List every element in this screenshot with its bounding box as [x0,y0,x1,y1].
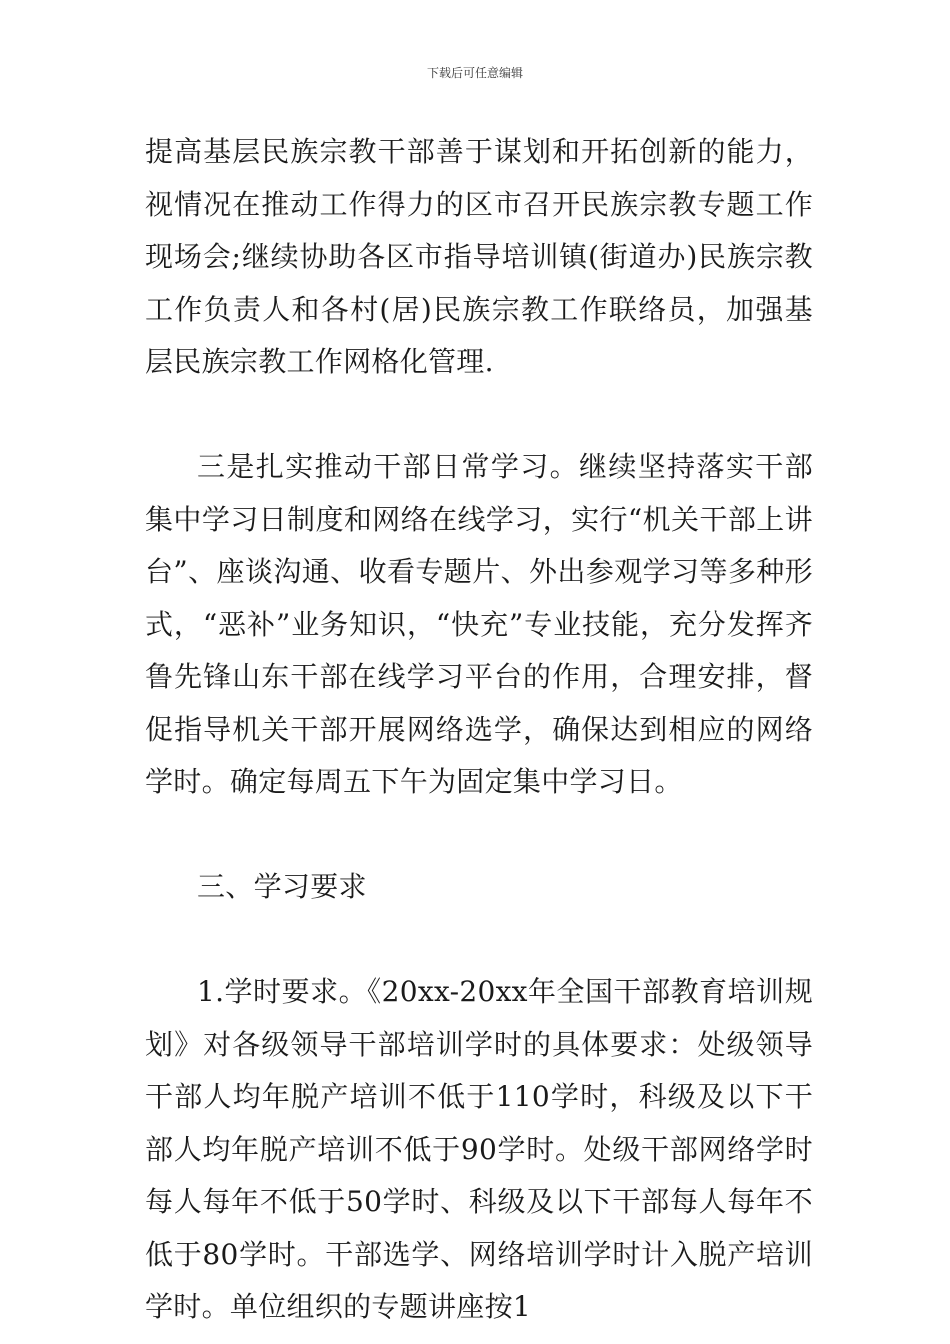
paragraph-gap [145,914,813,967]
paragraph-daily-study: 三是扎实推动干部日常学习。继续坚持落实干部集中学习日制度和网络在线学习，实行“机关干部上讲台”、座谈沟通、收看专题片、外出参观学习等多种形式，“恶补”业务知识，“快充”专业技能，充分发挥齐鲁先锋山东干部在线学习平台的作用，合理安排，督促指导机关干部开展网络选学，确保达到相应的网络学时。确定每周五下午为固定集中学习日。 [145,450,813,798]
header-note: 下载后可任意编辑 [426,66,523,80]
paragraph-study-hours: 1.学时要求。《20xx-20xx年全国干部教育培训规划》对各级领导干部培训学时的具体要求：处级领导干部人均年脱产培训不低于110学时，科级及以下干部人均年脱产培训不低于90学时。处级干部网络学时每人每年不低于50学时、科级及以下干部每人每年不低于80学时。干部选学、网络培训学时计入脱产培训学时。单位组织的专题讲座按1 [145,975,813,1323]
paragraph-gap [145,809,813,862]
paragraph-gap [145,389,813,442]
section-heading-study-requirements: 三、学习要求 [197,870,367,903]
paragraph-continuation: 提高基层民族宗教干部善于谋划和开拓创新的能力，视情况在推动工作得力的区市召开民族宗教专题工作现场会;继续协助各区市指导培训镇(街道办)民族宗教工作负责人和各村(居)民族宗教工作联络员，加强基层民族宗教工作网格化管理. [145,135,813,378]
document-body [145,126,813,1334]
